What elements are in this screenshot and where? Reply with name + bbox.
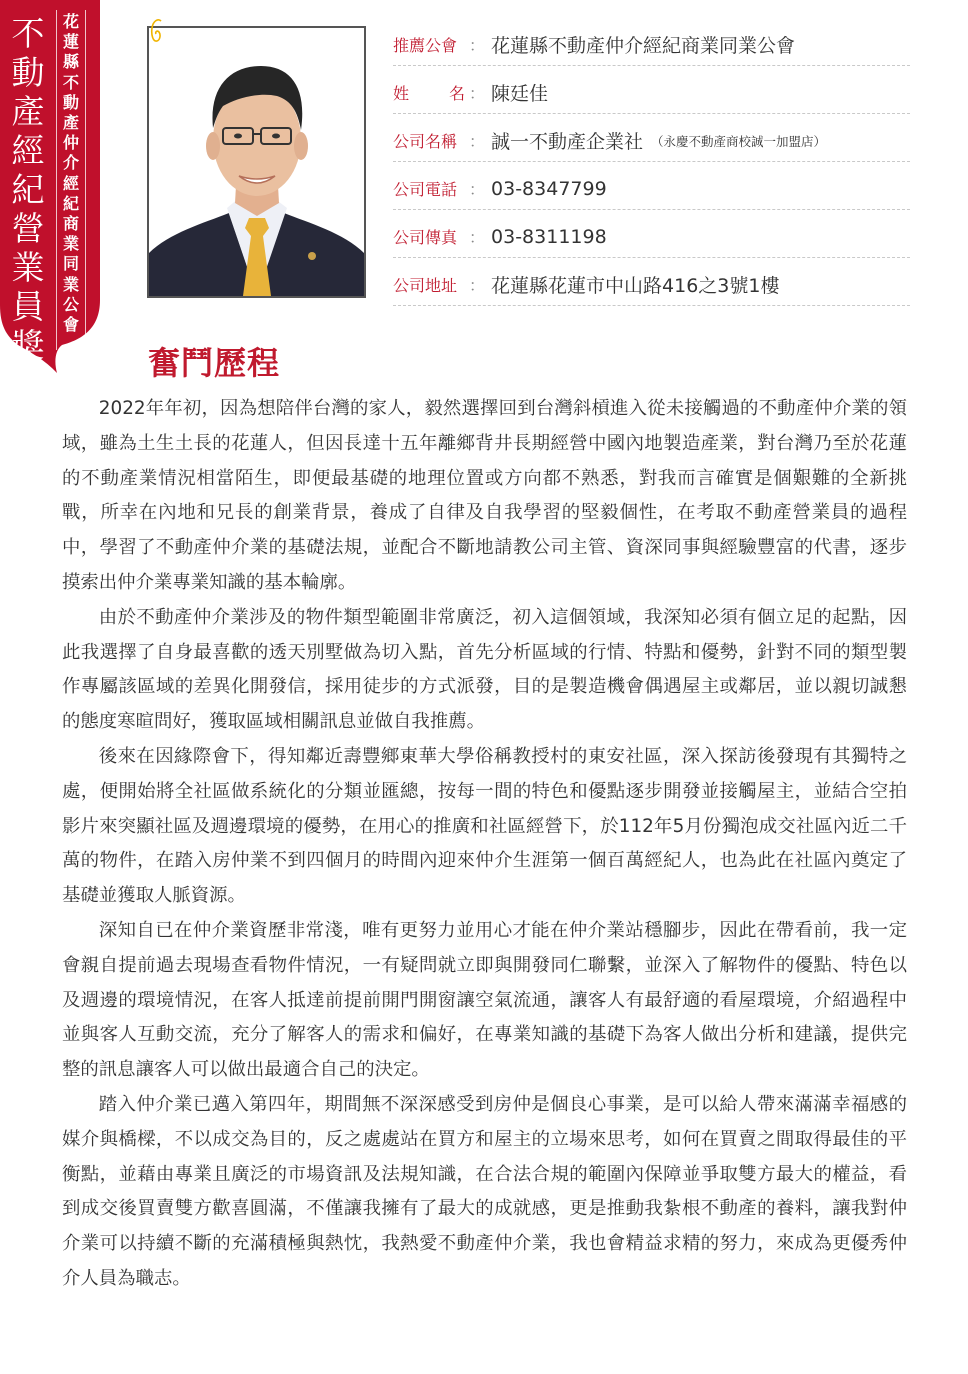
banner-title-char: 不 xyxy=(11,14,45,53)
info-label: 公司名稱 xyxy=(393,132,458,151)
banner-title xyxy=(2,14,54,365)
banner-subtitle-char: 蓮 xyxy=(62,32,79,52)
award-banner xyxy=(0,0,100,375)
banner-subtitle-char: 介 xyxy=(62,153,79,173)
person-portrait-icon xyxy=(149,28,364,296)
info-label: 公司電話 xyxy=(393,180,458,199)
banner-subtitle-char: 業 xyxy=(62,234,79,254)
portrait-photo xyxy=(147,26,366,298)
banner-subtitle-char: 業 xyxy=(62,274,79,294)
gold-g-mark-icon xyxy=(150,18,164,44)
banner-title-char: 動 xyxy=(11,53,45,92)
info-colon: ： xyxy=(469,36,486,55)
info-value-phone: 03-8347799 xyxy=(491,177,607,200)
info-label-char: 姓 xyxy=(393,84,410,103)
info-label-char: 名 xyxy=(448,84,465,103)
info-row-phone xyxy=(393,162,910,210)
banner-subtitle-char: 商 xyxy=(62,214,79,234)
info-row-company xyxy=(393,114,910,162)
banner-title-char: 獎 xyxy=(11,326,45,365)
info-colon: ： xyxy=(469,180,486,199)
banner-subtitle xyxy=(60,12,82,335)
profile-info xyxy=(393,18,910,306)
info-value-name: 陳廷佳 xyxy=(491,83,549,105)
info-row-association xyxy=(393,18,910,66)
banner-title-char: 經 xyxy=(11,131,45,170)
info-row-name xyxy=(393,66,910,114)
banner-subtitle-char: 不 xyxy=(62,72,79,92)
info-note-franchise: （永慶不動產商校誠一加盟店） xyxy=(651,133,827,149)
story-paragraph: 由於不動產仲介業涉及的物件類型範圍非常廣泛，初入這個領域，我深知必須有個立足的起點，因此我選擇了自身最喜歡的透天別墅做為切入點，首先分析區域的行情、特點和優勢，針對不同的類型製作專屬該區域的差異化開發信，採用徒步的方式派發，目的是製造機會偶遇屋主或鄰居，並以親切誠懇的態度寒暄問好，獲取區域相關訊息並做自我推薦。 xyxy=(62,606,907,733)
banner-divider-left xyxy=(56,10,57,350)
info-colon: ： xyxy=(469,228,486,247)
info-row-fax xyxy=(393,210,910,258)
info-colon: ： xyxy=(469,84,486,103)
info-row-address xyxy=(393,258,910,306)
story-body xyxy=(62,392,907,1297)
info-colon: ： xyxy=(469,276,486,295)
info-value-association: 花蓮縣不動產仲介經紀商業同業公會 xyxy=(491,35,796,57)
story-paragraph: 後來在因緣際會下，得知鄰近壽豐鄉東華大學俗稱教授村的東安社區，深入探訪後發現有其獨特之處，便開始將全社區做系統化的分類並匯總，按每一間的特色和優點逐步開發並接觸屋主，並結合空拍影片來突顯社區及週邊環境的優勢，在用心的推廣和社區經營下，於112年5月份獨泡成交社區內近二千萬的物件，在踏入房仲業不到四個月的時間內迎來仲介生涯第一個百萬經紀人，也為此在社區內奠定了基礎並獲取人脈資源。 xyxy=(62,745,907,907)
section-title: 奮鬥歷程 xyxy=(148,344,281,382)
info-label xyxy=(393,81,465,104)
banner-subtitle-char: 公 xyxy=(62,294,79,314)
banner-subtitle-char: 花 xyxy=(62,12,79,31)
banner-title-char: 員 xyxy=(11,287,45,326)
info-label: 推薦公會 xyxy=(393,36,458,55)
banner-title-char: 產 xyxy=(11,92,45,131)
banner-title-char: 業 xyxy=(11,248,45,287)
banner-subtitle-char: 同 xyxy=(62,254,79,274)
banner-subtitle-char: 產 xyxy=(62,113,79,133)
story-paragraph: 深知自已在仲介業資歷非常淺，唯有更努力並用心才能在仲介業站穩腳步，因此在帶看前，我一定會親自提前過去現場查看物件情況，一有疑問就立即與開發同仁聯繫，並深入了解物件的優點、特色以及週邊的環境情況，在客人抵達前提前開門開窗讓空氣流通，讓客人有最舒適的看屋環境，介紹過程中並與客人互動交流，充分了解客人的需求和偏好，在專業知識的基礎下為客人做出分析和建議，提供完整的訊息讓客人可以做出最適合自己的決定。 xyxy=(62,919,907,1081)
info-colon: ： xyxy=(469,132,486,151)
story-paragraph: 踏入仲介業已邁入第四年，期間無不深深感受到房仲是個良心事業，是可以給人帶來滿滿幸福感的媒介與橋樑，不以成交為目的，反之處處站在買方和屋主的立場來思考，如何在買賣之間取得最佳的平衡點，並藉由專業且廣泛的市場資訊及法規知識，在合法合規的範圍內保障並爭取雙方最大的權益，看到成交後買賣雙方歡喜圓滿，不僅讓我擁有了最大的成就感，更是推動我紮根不動產的養料，讓我對仲介業可以持續不斷的充滿積極與熱忱，我熱愛不動產仲介業，我也會精益求精的努力，來成為更優秀仲介人員為職志。 xyxy=(62,1093,907,1289)
story-paragraph: 2022年年初，因為想陪伴台灣的家人，毅然選擇回到台灣斜槓進入從未接觸過的不動產仲介業的領域，雖為土生土長的花蓮人，但因長達十五年離鄉背井長期經營中國內地製造產業，對台灣乃至於花蓮的不動產業情況相當陌生，即便最基礎的地理位置或方向都不熟悉，對我而言確實是個艱難的全新挑戰，所幸在內地和兄長的創業背景，養成了自律及自我學習的堅毅個性，在考取不動產營業員的過程中，學習了不動產仲介業的基礎法規，並配合不斷地請教公司主管、資深同事與經驗豐富的代書，逐步摸索出仲介業專業知識的基本輪廓。 xyxy=(62,398,907,593)
banner-title-char: 營 xyxy=(11,209,45,248)
banner-subtitle-char: 動 xyxy=(62,92,79,112)
info-value-address: 花蓮縣花蓮市中山路416之3號1樓 xyxy=(491,275,780,297)
banner-subtitle-char: 會 xyxy=(62,315,79,335)
info-value-company: 誠一不動產企業社 xyxy=(491,131,644,153)
info-value-fax: 03-8311198 xyxy=(491,225,607,248)
banner-subtitle-char: 紀 xyxy=(62,193,79,213)
banner-title-char: 紀 xyxy=(11,170,45,209)
banner-subtitle-char: 經 xyxy=(62,173,79,193)
banner-divider-right xyxy=(85,10,86,350)
info-label: 公司傳真 xyxy=(393,228,458,247)
info-label: 公司地址 xyxy=(393,276,458,295)
banner-subtitle-char: 仲 xyxy=(62,133,79,153)
banner-subtitle-char: 縣 xyxy=(62,52,79,72)
